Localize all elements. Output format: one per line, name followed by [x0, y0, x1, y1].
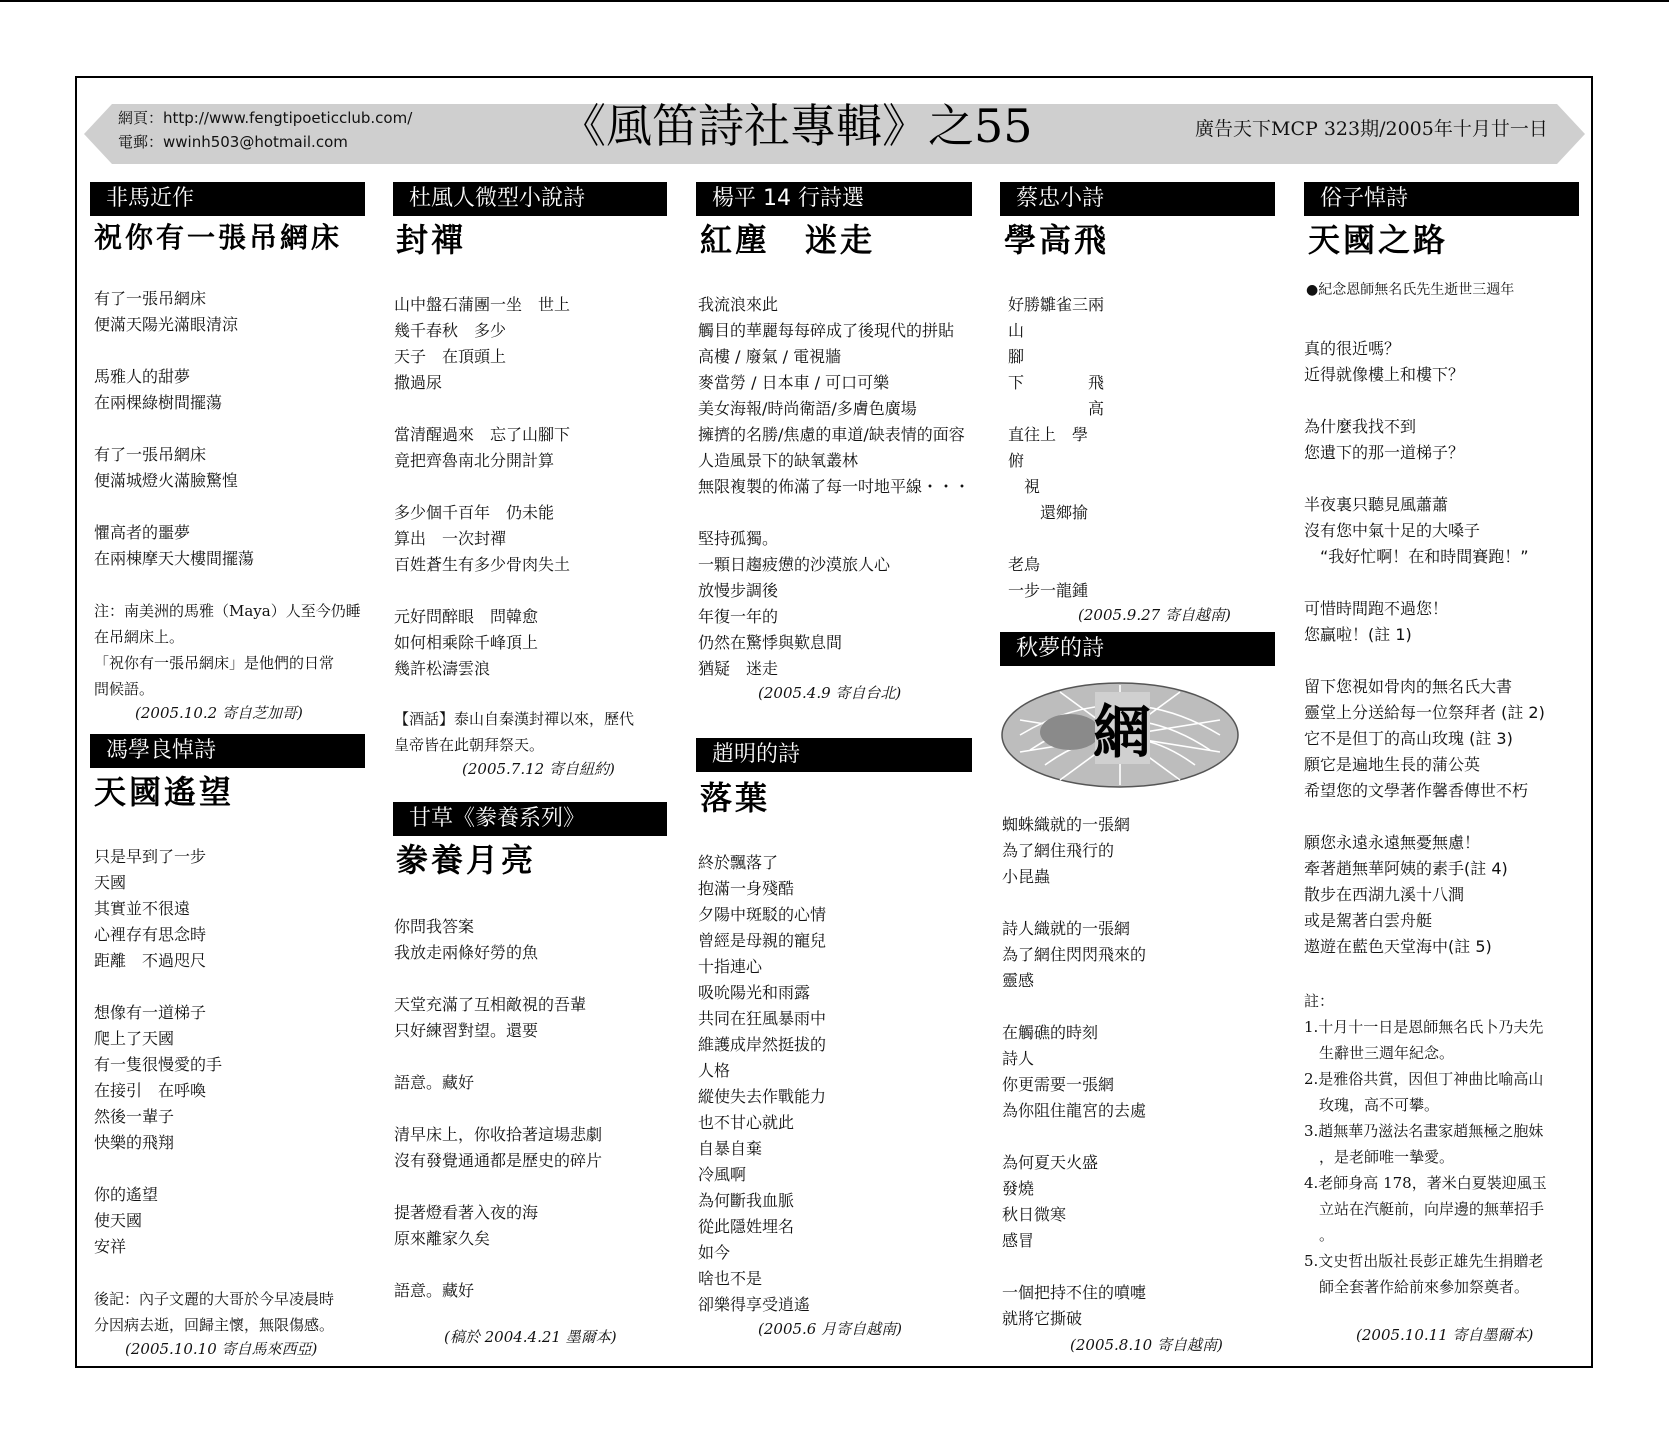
- poem-note-dufengren: 【酒話】泰山自秦漢封禪以來，歷代 皇帝皆在此朝拜祭天。: [394, 710, 635, 754]
- section-header-yangping: 楊平 14 行詩選: [696, 182, 972, 216]
- poem-title-yangping: 紅塵 迷走: [700, 221, 876, 259]
- poem-subtitle-suzi: ●紀念恩師無名氏先生逝世三週年: [1306, 282, 1515, 298]
- poem-date-zhaoming: (2005.6 月寄自越南): [758, 1320, 902, 1338]
- poem-date-feima: (2005.10.2 寄自芝加哥): [135, 704, 303, 722]
- section-header-feima: 非馬近作: [90, 182, 365, 216]
- section-header-fengxueliang: 馮學良悼詩: [90, 734, 365, 768]
- poem-title-suzi: 天國之路: [1308, 221, 1449, 259]
- poem-date-suzi: (2005.10.11 寄自墨爾本): [1356, 1326, 1534, 1344]
- poem-body-gancao: 你問我答案 我放走兩條好勞的魚 天堂充滿了互相敵視的吾輩 只好練習對望。還要 語意。藏好 清早床上，你收拾著這場悲劇 沒有發覺通通都是歷史的碎片 提著燈看著入夜的海 原來離家久矣 語意。藏好: [394, 917, 603, 1300]
- poem-date-caizhong: (2005.9.27 寄自越南): [1078, 606, 1231, 624]
- poem-note-feima: 注：南美洲的馬雅（Maya）人至今仍睡 在吊網床上。 「祝你有一張吊網床」是他們的日常 問候語。: [94, 602, 361, 698]
- section-header-suzi: 俗子悼詩: [1304, 182, 1579, 216]
- page-title: 《風笛詩社專輯》之55: [560, 99, 1033, 153]
- poem-date-dufengren: (2005.7.12 寄自紐約): [462, 760, 615, 778]
- poem-title-fengxueliang: 天國遙望: [94, 773, 235, 811]
- poem-date-qiumeng: (2005.8.10 寄自越南): [1070, 1336, 1223, 1354]
- spider-web-image: [1000, 680, 1240, 790]
- header-contact: [118, 106, 412, 154]
- web-image-text: 網: [1092, 698, 1152, 766]
- poem-title-dufengren: 封禪: [396, 221, 467, 259]
- poem-body-suzi: 真的很近嗎？ 近得就像樓上和樓下？ 為什麼我找不到 您遺下的那一道梯子？ 半夜裏只聽見風蕭蕭 沒有您中氣十足的大嗓子 “我好忙啊！在和時間賽跑！” 可惜時間跑不過您！ 您贏啦！(註 1) 留下您視如骨肉的無名氏大書 靈堂上分送給每一位祭拜者 (註 2) 它不是但丁的高山玫瑰 (註 3) 願它是遍地生長的蒲公英 希望您的文學著作馨香傳世不朽 願您永遠永遠無憂無慮！ 牽著趙無華阿姨的素手(註 4) 散步在西湖九溪十八澗 或是駕著白雲舟艇 遨遊在藍色天堂海中(註 5): [1304, 339, 1545, 956]
- poem-body-yangping: 我流浪來此 觸目的華麗每每碎成了後現代的拼貼 高樓 / 廢氣 / 電視牆 麥當勞 / 日本車 / 可口可樂 美女海報/時尚衛語/多膚色廣場 擁擠的名勝/焦慮的車道/缺表情的面容 人造風景下的缺氧叢林 無限複製的佈滿了每一吋地平線・・・ 堅持孤獨。 一顆日趨疲憊的沙漠旅人心 放慢步調後 年復一年的 仍然在驚悸與歎息間 猶疑 迷走: [698, 295, 971, 678]
- section-header-gancao: 甘草《豢養系列》: [393, 802, 667, 836]
- section-header-qiumeng: 秋夢的詩: [1000, 632, 1275, 666]
- poem-body-zhaoming: 終於飄落了 抱滿一身殘酷 夕陽中斑駁的心情 曾經是母親的寵兒 十指連心 吸吮陽光和雨露 共同在狂風暴雨中 維護成岸然挺拔的 人格 縱使失去作戰能力 也不甘心就此 自暴自棄 冷風啊 為何斷我血脈 從此隱姓埋名 如今 啥也不是 卻樂得享受逍遙: [698, 853, 827, 1314]
- poem-note-fengxueliang: 後記：內子文麗的大哥於今早凌晨時 分因病去逝，回歸主懷，無限傷感。: [94, 1290, 335, 1334]
- poem-date-fengxueliang: (2005.10.10 寄自馬來西亞): [125, 1340, 318, 1358]
- poem-date-yangping: (2005.4.9 寄自台北): [758, 684, 902, 702]
- poem-title-gancao: 豢養月亮: [396, 841, 537, 879]
- email-text: 電郵：wwinh503@hotmail.com: [118, 133, 348, 151]
- website-text: 網頁：http://www.fengtipoeticclub.com/: [118, 109, 413, 127]
- poem-body-caizhong: 好勝雛雀三兩 山 腳 下 飛 高 直往上 學 俯 視 還鄉揄 老鳥 一步一龍鍾: [1008, 295, 1105, 600]
- section-header-caizhong: 蔡忠小詩: [1000, 182, 1275, 216]
- poem-body-feima: 有了一張吊網床 便滿天陽光滿眼清涼 馬雅人的甜夢 在兩棵綠樹間擺蕩 有了一張吊網床 便滿城燈火滿臉驚惶 懼高者的噩夢 在兩棟摩天大樓間擺蕩: [94, 289, 255, 568]
- poem-note-suzi: 註： 1.十月十一日是恩師無名氏卜乃夫先 生辭世三週年紀念。 2.是雅俗共賞，因但丁神曲比喻高山 玫瑰，高不可攀。 3.趙無華乃滋法名畫家趙無極之胞妹 ，是老師唯一摯愛。 4.老師身高 178，著米白夏裝迎風玉 立站在汽艇前，向岸邊的無華招手 。 5.文史哲出版社長彭正雄先生捐贈老 師全套著作給前來參加祭奠者。: [1304, 992, 1547, 1296]
- poem-body-qiumeng: 蜘蛛織就的一張網 為了網住飛行的 小昆蟲 詩人織就的一張網 為了網住閃閃飛來的 靈感 在觸礁的時刻 詩人 你更需要一張網 為你阻住龍宮的去處 為何夏天火盛 發燒 秋日微寒 感冒 一個把持不住的噴嚏 就將它撕破: [1002, 815, 1147, 1328]
- top-rule: [0, 0, 1669, 2]
- poem-title-feima: 祝你有一張吊網床: [94, 221, 343, 254]
- section-header-zhaoming: 趙明的詩: [696, 738, 972, 772]
- poem-body-dufengren: 山中盤石蒲團一坐 世上 幾千春秋 多少 天子 在頂頭上 撒過尿 當清醒過來 忘了山腳下 竟把齊魯南北分開計算 多少個千百年 仍未能 算出 一次封禪 百姓蒼生有多少骨肉失土 元好問醉眼 問韓愈 如何相乘除千峰頂上 幾許松濤雲浪: [394, 295, 571, 678]
- poem-title-caizhong: 學高飛: [1004, 221, 1110, 259]
- poem-body-fengxueliang: 只是早到了一步 天國 其實並不很遠 心裡存有思念時 距離 不過咫尺 想像有一道梯子 爬上了天國 有一隻很慢愛的手 在接引 在呼喚 然後一輩子 快樂的飛翔 你的遙望 使天國 安祥: [94, 847, 223, 1256]
- poem-title-zhaoming: 落葉: [700, 779, 771, 817]
- section-header-dufengren: 杜風人微型小說詩: [393, 182, 667, 216]
- issue-text: 廣告天下MCP 323期/2005年十月廿一日: [1195, 118, 1548, 140]
- poem-date-gancao: (稿於 2004.4.21 墨爾本): [444, 1328, 617, 1346]
